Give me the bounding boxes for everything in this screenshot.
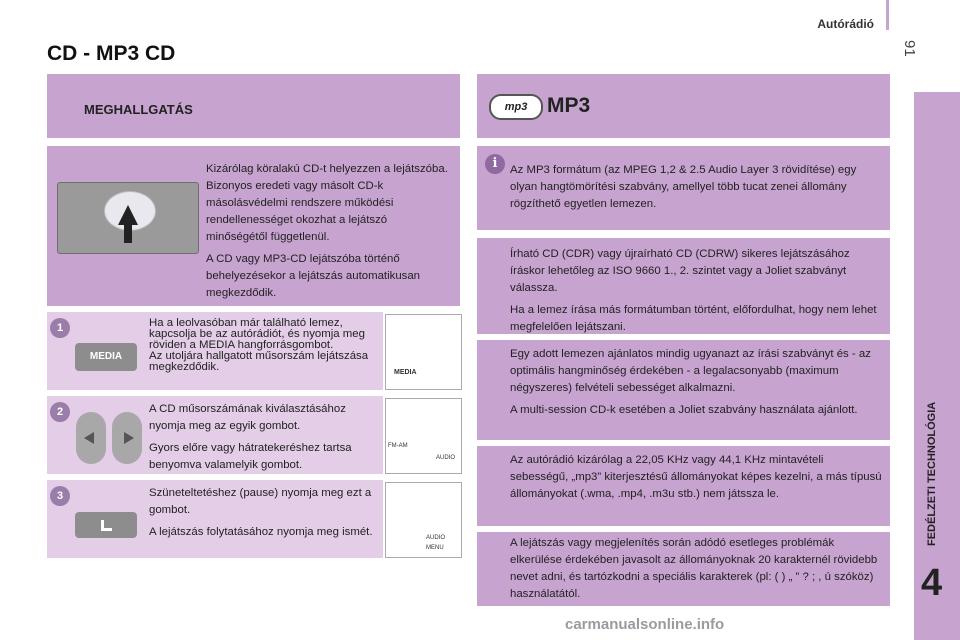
mp3-block-4 xyxy=(477,532,890,606)
step-3-line: Szüneteltetéshez (pause) nyomja meg ezt a gombot. xyxy=(149,487,372,516)
step-number-badge: 1 xyxy=(50,318,70,338)
mp3-block-text xyxy=(510,452,882,508)
listening-header xyxy=(47,74,460,138)
watermark: carmanualsonline.info xyxy=(565,616,725,633)
media-button[interactable]: MEDIA xyxy=(75,343,137,371)
mp3-paragraph: Írható CD (CDR) vagy újraírható CD (CDRW) sikeres lejátszásához íráskor lehetőleg az ISO 9660 1., 2. szintet vagy a Joliet szabványt válassza. xyxy=(510,248,850,294)
step-number-badge: 3 xyxy=(50,486,70,506)
chapter-label xyxy=(926,526,938,546)
step-1-line: Ha a leolvasóban már található lemez, kapcsolja be az autórádiót, és nyomja meg röviden a MEDIA hangforrásgombot. xyxy=(149,317,365,351)
mp3-block-1 xyxy=(477,238,890,334)
mp3-logo-icon: mp3 xyxy=(489,94,543,120)
sketch-media-label: MEDIA xyxy=(394,369,417,376)
mp3-title: MP3 xyxy=(547,94,591,117)
page-number: 91 xyxy=(901,40,918,57)
step-number-badge: 2 xyxy=(50,402,70,422)
radio-sketch-pause xyxy=(385,482,462,558)
header-divider xyxy=(886,0,889,30)
mp3-header xyxy=(477,74,890,138)
mp3-block-2 xyxy=(477,340,890,440)
intro-paragraph: A CD vagy MP3-CD lejátszóba történő behelyezésekor a lejátszás automatikusan megkezdődik. xyxy=(206,253,421,299)
pause-icon xyxy=(101,520,112,531)
radio-sketch-arrows xyxy=(385,398,462,474)
eject-arrow-stem xyxy=(124,225,132,243)
sketch-fm-label: FM-AM xyxy=(388,443,408,449)
pause-button[interactable] xyxy=(75,512,137,538)
mp3-block-3 xyxy=(477,446,890,526)
mp3-info-text: Az MP3 formátum (az MPEG 1,2 & 2.5 Audio Layer 3 rövidítése) egy olyan hangtömörítési szabvány, amellyel több tucat zenei állomány rögzíthető egyetlen lemezen. xyxy=(510,164,857,210)
radio-illustration xyxy=(57,182,199,254)
chapter-number: 4 xyxy=(921,562,943,604)
sketch-audio-label: AUDIO xyxy=(426,535,446,541)
step-2-text xyxy=(149,401,381,479)
section-title: Autórádió xyxy=(817,17,874,31)
step-3-text xyxy=(149,485,381,546)
intro-text xyxy=(206,161,451,307)
mp3-block-text xyxy=(510,346,882,424)
chapter-sidebar xyxy=(914,92,960,640)
chevron-right-icon xyxy=(124,432,134,444)
page-title: CD - MP3 CD xyxy=(47,42,176,65)
step-1-text xyxy=(149,318,381,373)
mp3-info-panel xyxy=(477,146,890,230)
radio-sketch-media xyxy=(385,314,462,390)
listening-title: MEGHALLGATÁS xyxy=(84,102,193,117)
chevron-left-icon xyxy=(84,432,94,444)
sketch-menu-label: MENU xyxy=(426,545,444,551)
step-2-line: Gyors előre vagy hátratekeréshez tartsa benyomva valamelyik gombot. xyxy=(149,442,352,471)
step-2-line: A CD műsorszámának kiválasztásához nyomja meg az egyik gombot. xyxy=(149,403,346,432)
mp3-paragraph: Ha a lemez írása más formátumban történt, előfordulhat, hogy nem lehet megfelelően lejátszani. xyxy=(510,304,877,333)
info-icon: i xyxy=(485,154,505,174)
mp3-paragraph: Egy adott lemezen ajánlatos mindig ugyanazt az írási szabványt és - az optimális hangminőség érdekében - a legalacsonyabb (maximum négyszeres) felvételi sebességet alkalmazni. xyxy=(510,348,871,394)
previous-track-button[interactable] xyxy=(76,412,106,464)
sketch-audio-label: AUDIO xyxy=(436,455,456,461)
mp3-paragraph: A multi-session CD-k esetében a Joliet szabvány használata ajánlott. xyxy=(510,404,858,416)
eject-arrow-icon xyxy=(118,205,138,225)
mp3-paragraph: Az autórádió kizárólag a 22,05 KHz vagy 44,1 KHz mintavételi sebességű, „mp3” kiterjesztésű állományokat képes kezelni, a más típusú állományokat (.wma, .mp4, .m3u stb.) nem játssza le. xyxy=(510,454,882,500)
mp3-paragraph: A lejátszás vagy megjelenítés során adódó esetleges problémák elkerülése érdekében javasolt az állományoknak 20 karakternél rövidebb nevet adni, és tartózkodni a speciális karakterek (pl: ( ) „ ” ? ; , ú szóköz) használatától. xyxy=(510,537,878,600)
step-3-line: A lejátszás folytatásához nyomja meg ismét. xyxy=(149,526,373,538)
step-1-line: Az utoljára hallgatott műsorszám lejátszása megkezdődik. xyxy=(149,350,369,373)
mp3-block-text xyxy=(510,535,882,608)
intro-paragraph: Kizárólag köralakú CD-t helyezzen a lejátszóba. Bizonyos eredeti vagy másolt CD-k másolásvédelmi rendszere működési rendellenességet okozhat a lejátszó minőségétől függetlenül. xyxy=(206,163,448,243)
next-track-button[interactable] xyxy=(112,412,142,464)
intro-panel xyxy=(47,146,460,306)
mp3-block-text xyxy=(510,246,882,341)
